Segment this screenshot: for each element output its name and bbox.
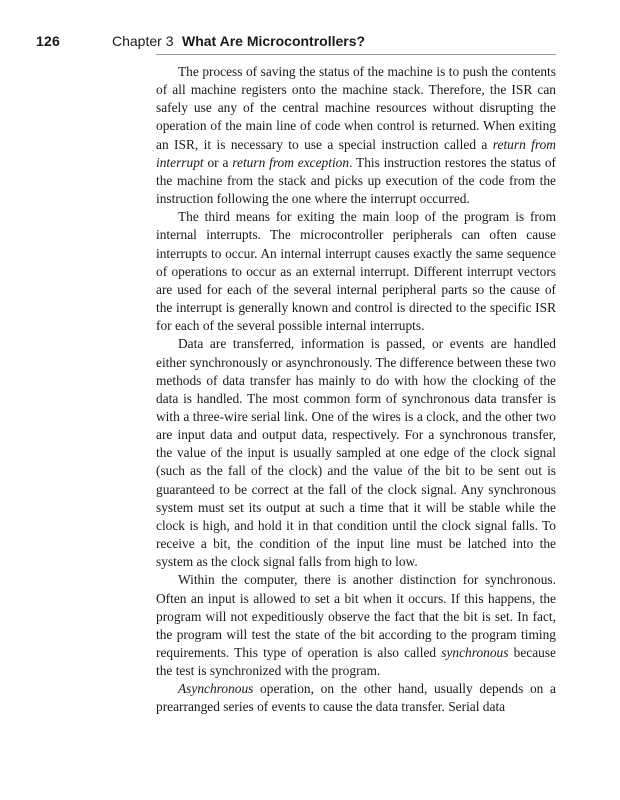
emphasis-term: return from interrupt xyxy=(156,136,556,170)
paragraph-internal-interrupts: The third means for exiting the main loop of the program is from internal interrupts. The microcontroller peripherals can often cause interrupts to occur. An internal interrupt causes exactly the same sequence of operations to occur as an external interrupt. Different interrupt vectors are used for each of the several internal peripheral parts so the cause of the interrupt is generally known and control is directed to the specific ISR for each of the several possible internal interrupts. xyxy=(156,209,556,334)
text-run: The process of saving the status of the machine is to push the contents of all machine registers onto the machine stack. Therefore, the ISR can safely use any of the central machine resources without disrupting the operation of the main line of code when control is returned. When exiting an ISR, it is necessary to use a special instruction called a xyxy=(156,64,556,152)
running-header xyxy=(36,30,587,52)
emphasis-term: return from exception xyxy=(232,154,350,170)
paragraph-synchronous xyxy=(156,571,556,680)
body-text xyxy=(156,63,556,717)
emphasis-term: Asynchronous xyxy=(178,681,254,697)
paragraph-asynchronous xyxy=(156,680,556,716)
paragraph-data-transfer: Data are transferred, information is passed, or events are handled either synchronously or asynchronously. The difference between these two methods of data transfer has mainly to do with how the clocking of the data is handled. The most common form of synchronous data transfer is with a three-wire serial link. One of the wires is a clock, and the other two are input data and output data, respectively. For a synchronous transfer, the value of the input is usually sampled at one edge of the clock signal (such as the fall of the clock) and the value of the bit to be sent out is guaranteed to be correct at the fall of the clock signal. Any synchronous system must set its output at such a time that it will be stable while the clock is high, and hold it in that condition until the clock signal falls. To receive a bit, the condition of the input line must be latched into the system as the clock signal falls from high to low. xyxy=(156,336,556,570)
chapter-title: What Are Microcontrollers? xyxy=(182,33,366,49)
text-run: operation, on the other hand, usually depends on a prearranged series of events to cause the data transfer. Serial data xyxy=(156,681,556,715)
text-run: because the test is synchronized with the program. xyxy=(156,645,556,679)
text-run: or a xyxy=(203,154,233,170)
text-run: . This instruction restores the status of the machine from the stack and picks up execution of the code from the instruction following the one where the interrupt occurred. xyxy=(156,154,556,207)
chapter-label: Chapter 3 xyxy=(112,33,174,49)
page-number: 126 xyxy=(36,33,60,49)
header-rule xyxy=(156,54,556,55)
emphasis-term: synchronous xyxy=(441,645,509,660)
text-run: Within the computer, there is another distinction for synchronous. Often an input is allowed to set a bit when it occurs. If this happens, the program will not expeditiously observe the fact that the bit is set. In fact, the program will test the state of the bit according to the program timing requirements. This type of operation is also called xyxy=(156,572,556,660)
paragraph-isr-exit xyxy=(156,63,556,208)
